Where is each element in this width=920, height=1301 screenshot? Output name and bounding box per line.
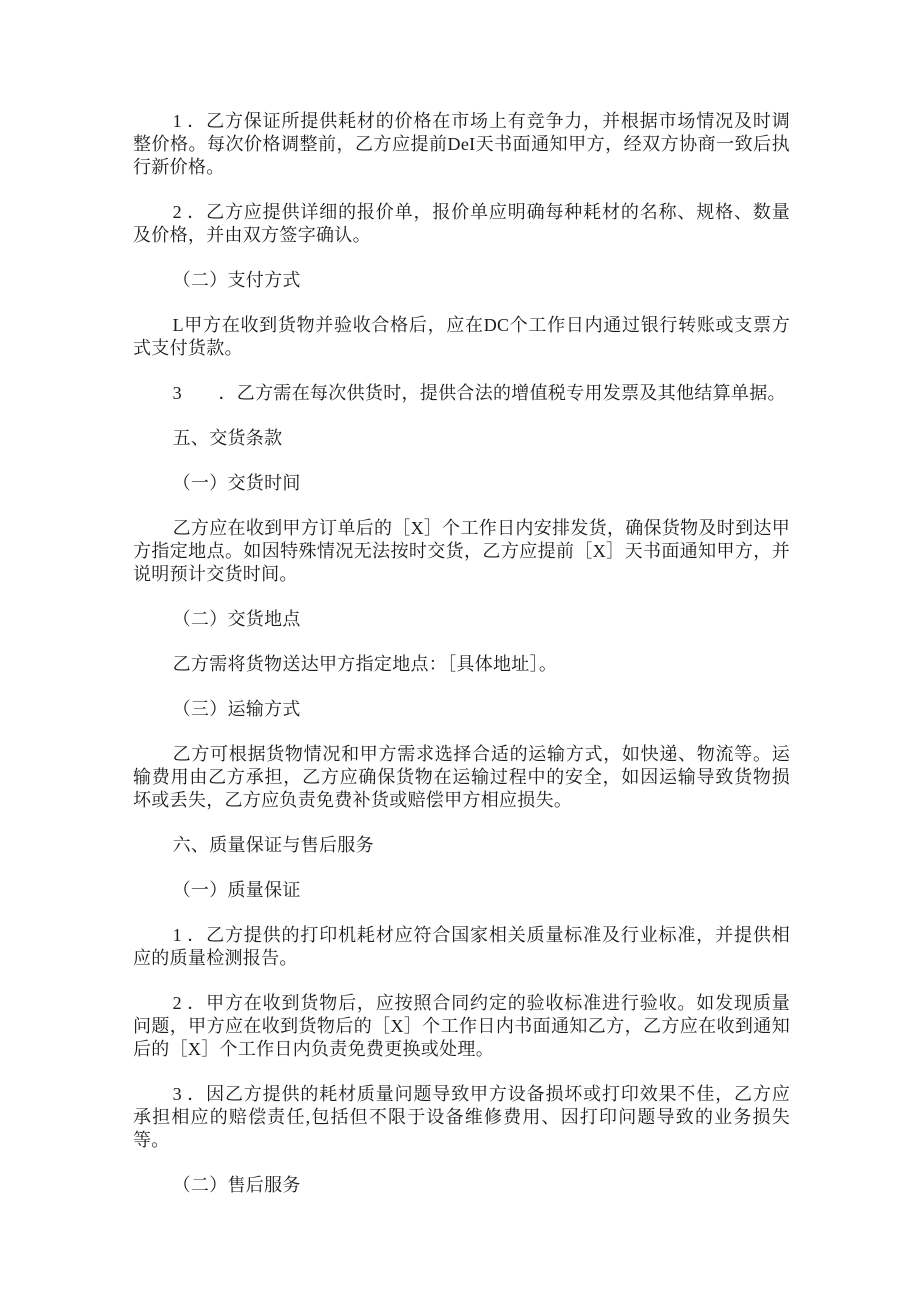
paragraph-payment-terms: L甲方在收到货物并验收合格后，应在DC个工作日内通过银行转账或支票方式支付货款。 (133, 315, 790, 358)
paragraph-transport: 乙方可根据货物情况和甲方需求选择合适的运输方式，如快递、物流等。运输费用由乙方承担，乙方应确保货物在运输过程中的安全，如因运输导致货物损坏或丢失，乙方应负责免费补货或赔偿甲方相应损失。 (133, 744, 790, 810)
document-body (133, 110, 790, 1219)
paragraph-quality-standard: 1 ．乙方提供的打印机耗材应符合国家相关质量标准及行业标准，并提供相应的质量检测报告。 (133, 925, 790, 968)
paragraph-invoice: 3 ．乙方需在每次供货时，提供合法的增值税专用发票及其他结算单据。 (172, 383, 786, 403)
section-heading-quality-and-aftersale: 六、质量保证与售后服务 (172, 835, 374, 855)
section-heading-quality-guarantee: （一）质量保证 (172, 880, 301, 900)
paragraph-acceptance-check: 2 ．甲方在收到货物后，应按照合同约定的验收标准进行验收。如发现质量问题，甲方应在收到货物后的［X］个工作日内书面通知乙方，乙方应在收到通知后的［X］个工作日内负责免费更换或处理。 (133, 993, 790, 1059)
paragraph-delivery-place: 乙方需将货物送达甲方指定地点：［具体地址］。 (172, 654, 558, 674)
section-heading-delivery-time: （一）交货时间 (172, 473, 301, 493)
paragraph-price-guarantee: 1 ．乙方保证所提供耗材的价格在市场上有竞争力，并根据市场情况及时调整价格。每次价格调整前，乙方应提前DeI天书面通知甲方，经双方协商一致后执行新价格。 (133, 111, 790, 177)
section-heading-transport-mode: （三）运输方式 (172, 699, 301, 719)
paragraph-delivery-time: 乙方应在收到甲方订单后的［X］个工作日内安排发货，确保货物及时到达甲方指定地点。如因特殊情况无法按时交货，乙方应提前［X］天书面通知甲方，并说明预计交货时间。 (133, 518, 790, 584)
section-heading-delivery-terms: 五、交货条款 (172, 428, 283, 448)
paragraph-compensation: 3 ．因乙方提供的耗材质量问题导致甲方设备损坏或打印效果不佳，乙方应承担相应的赔偿责任,包括但不限于设备维修费用、因打印问题导致的业务损失等。 (133, 1084, 790, 1150)
section-heading-payment-method: （二）支付方式 (172, 270, 301, 290)
section-heading-delivery-place: （二）交货地点 (172, 609, 301, 629)
paragraph-quotation: 2 ．乙方应提供详细的报价单，报价单应明确每种耗材的名称、规格、数量及价格，并由双方签字确认。 (133, 202, 790, 245)
section-heading-aftersale-service: （二）售后服务 (172, 1175, 301, 1195)
